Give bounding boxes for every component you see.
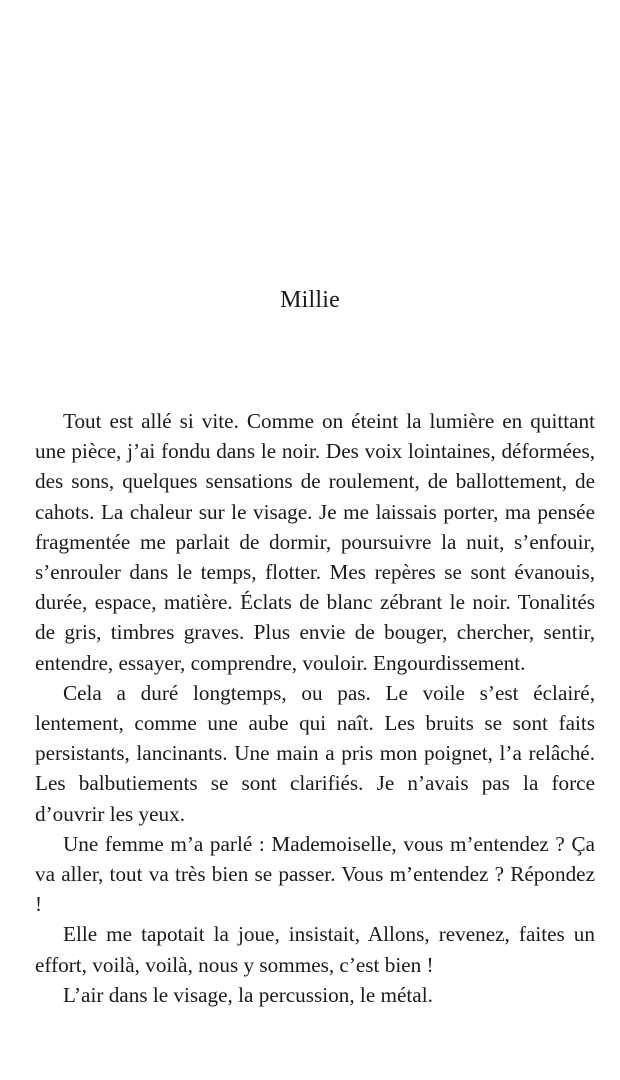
paragraph: Cela a duré longtemps, ou pas. Le voile s’est éclairé, lentement, comme une aube qui naît. Les bruits se sont faits persistants, lancinants. Une main a pris mon poignet, l’a relâché. Les balbutiements se sont clarifiés. Je n’avais pas la force d’ouvrir les yeux. [35,680,595,826]
paragraph: Une femme m’a parlé : Mademoiselle, vous m’entendez ? Ça va aller, tout va très bien se passer. Vous m’entendez ? Répondez ! [35,831,595,917]
chapter-title: Millie [280,287,340,313]
body-text [35,406,595,1010]
paragraph: Tout est allé si vite. Comme on éteint la lumière en quittant une pièce, j’ai fondu dans le noir. Des voix lointaines, déformées, des sons, quelques sensations de roulement, de ballottement, de cahots. La chaleur sur le visage. Je me laissais porter, ma pensée fragmentée me parlait de dormir, poursuivre la nuit, s’enfouir, s’enrouler dans le temps, flotter. Mes repères se sont évanouis, durée, espace, matière. Éclats de blanc zébrant le noir. Tonalités de gris, timbres graves. Plus envie de bouger, chercher, sentir, entendre, essayer, comprendre, vouloir. Engourdissement. [35,409,595,675]
paragraph: Elle me tapotait la joue, insistait, Allons, revenez, faites un effort, voilà, voilà, nous y sommes, c’est bien ! [35,922,595,977]
paragraph: L’air dans le visage, la percussion, le métal. [63,982,433,1007]
